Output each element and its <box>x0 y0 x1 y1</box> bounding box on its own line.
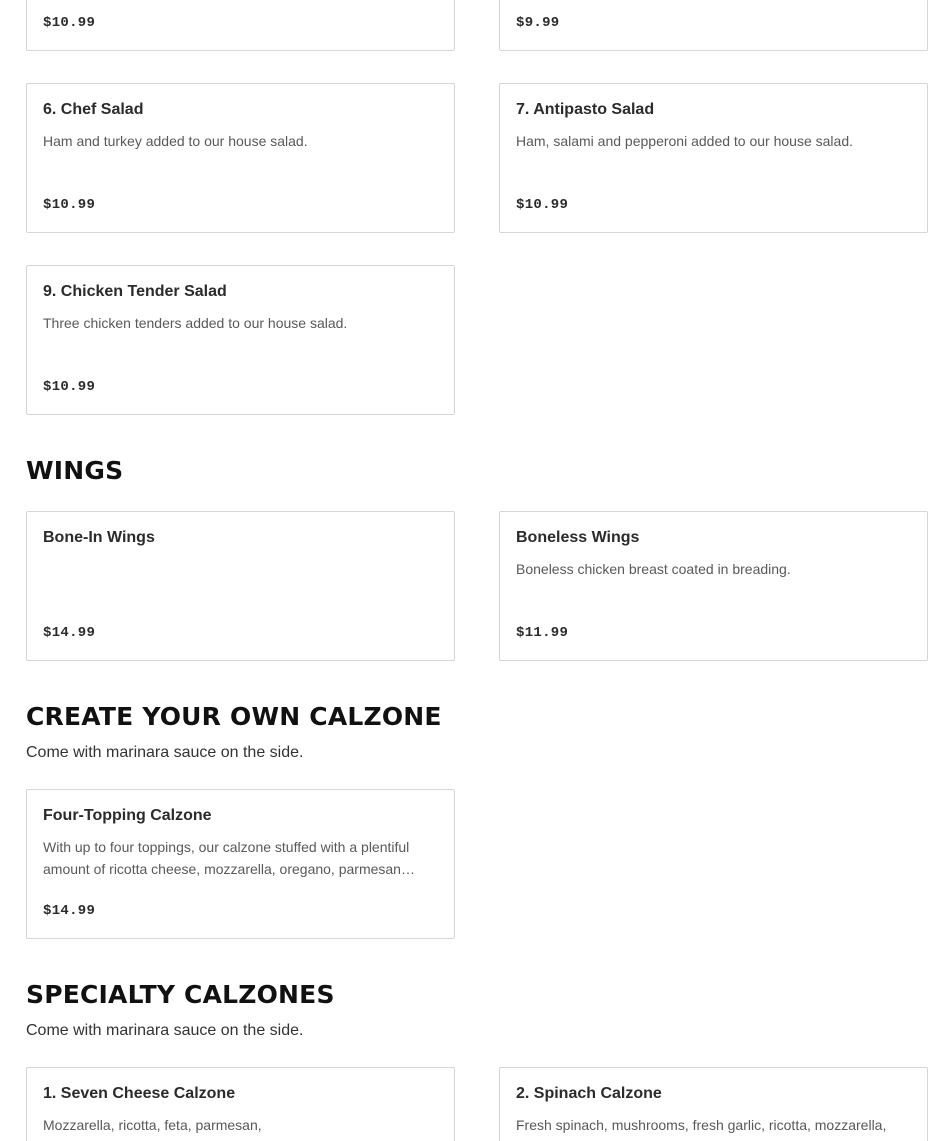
item-price: $10.99 <box>43 197 96 213</box>
menu-item-card[interactable] <box>26 0 455 51</box>
section-title-specialty-calzones: SPECIALTY CALZONES <box>26 980 335 1009</box>
item-description: With up to four toppings, our calzone stuffed with a plentiful amount of ricotta cheese, mozzarella, oregano, parmesan… <box>43 839 415 877</box>
menu-item-card[interactable] <box>26 511 455 661</box>
item-description: Ham and turkey added to our house salad. <box>43 133 308 149</box>
item-price: $14.99 <box>43 903 96 919</box>
item-name: 2. Spinach Calzone <box>516 1085 662 1102</box>
item-name: Boneless Wings <box>516 529 640 546</box>
item-name: Bone-In Wings <box>43 529 155 546</box>
item-name: Four-Topping Calzone <box>43 807 212 824</box>
item-description: Fresh spinach, mushrooms, fresh garlic, ricotta, mozzarella, <box>516 1117 887 1133</box>
menu-item-card[interactable] <box>499 1067 928 1141</box>
item-price: $14.99 <box>43 625 96 641</box>
item-name: 1. Seven Cheese Calzone <box>43 1085 236 1102</box>
item-description: Boneless chicken breast coated in breading. <box>516 561 791 577</box>
item-price: $10.99 <box>516 197 569 213</box>
section-subtitle: Come with marinara sauce on the side. <box>26 1022 304 1039</box>
item-description: Three chicken tenders added to our house salad. <box>43 315 348 331</box>
section-title-create-calzone: CREATE YOUR OWN CALZONE <box>26 702 442 731</box>
item-name: 6. Chef Salad <box>43 101 144 118</box>
item-price: $10.99 <box>43 15 96 31</box>
item-price: $10.99 <box>43 379 96 395</box>
menu-item-card[interactable] <box>499 511 928 661</box>
item-description: Ham, salami and pepperoni added to our house salad. <box>516 133 853 149</box>
menu-item-card[interactable] <box>26 83 455 233</box>
item-name: 9. Chicken Tender Salad <box>43 283 227 300</box>
section-title-wings: WINGS <box>26 456 124 485</box>
menu-item-card[interactable] <box>499 83 928 233</box>
item-price: $9.99 <box>516 15 560 31</box>
menu-item-card[interactable] <box>26 265 455 415</box>
menu-item-card[interactable] <box>26 1067 455 1141</box>
section-subtitle: Come with marinara sauce on the side. <box>26 744 304 761</box>
item-name: 7. Antipasto Salad <box>516 101 655 118</box>
item-description: Mozzarella, ricotta, feta, parmesan, <box>43 1117 262 1133</box>
menu-item-card[interactable] <box>26 789 455 939</box>
menu-item-card[interactable] <box>499 0 928 51</box>
item-price: $11.99 <box>516 625 569 641</box>
